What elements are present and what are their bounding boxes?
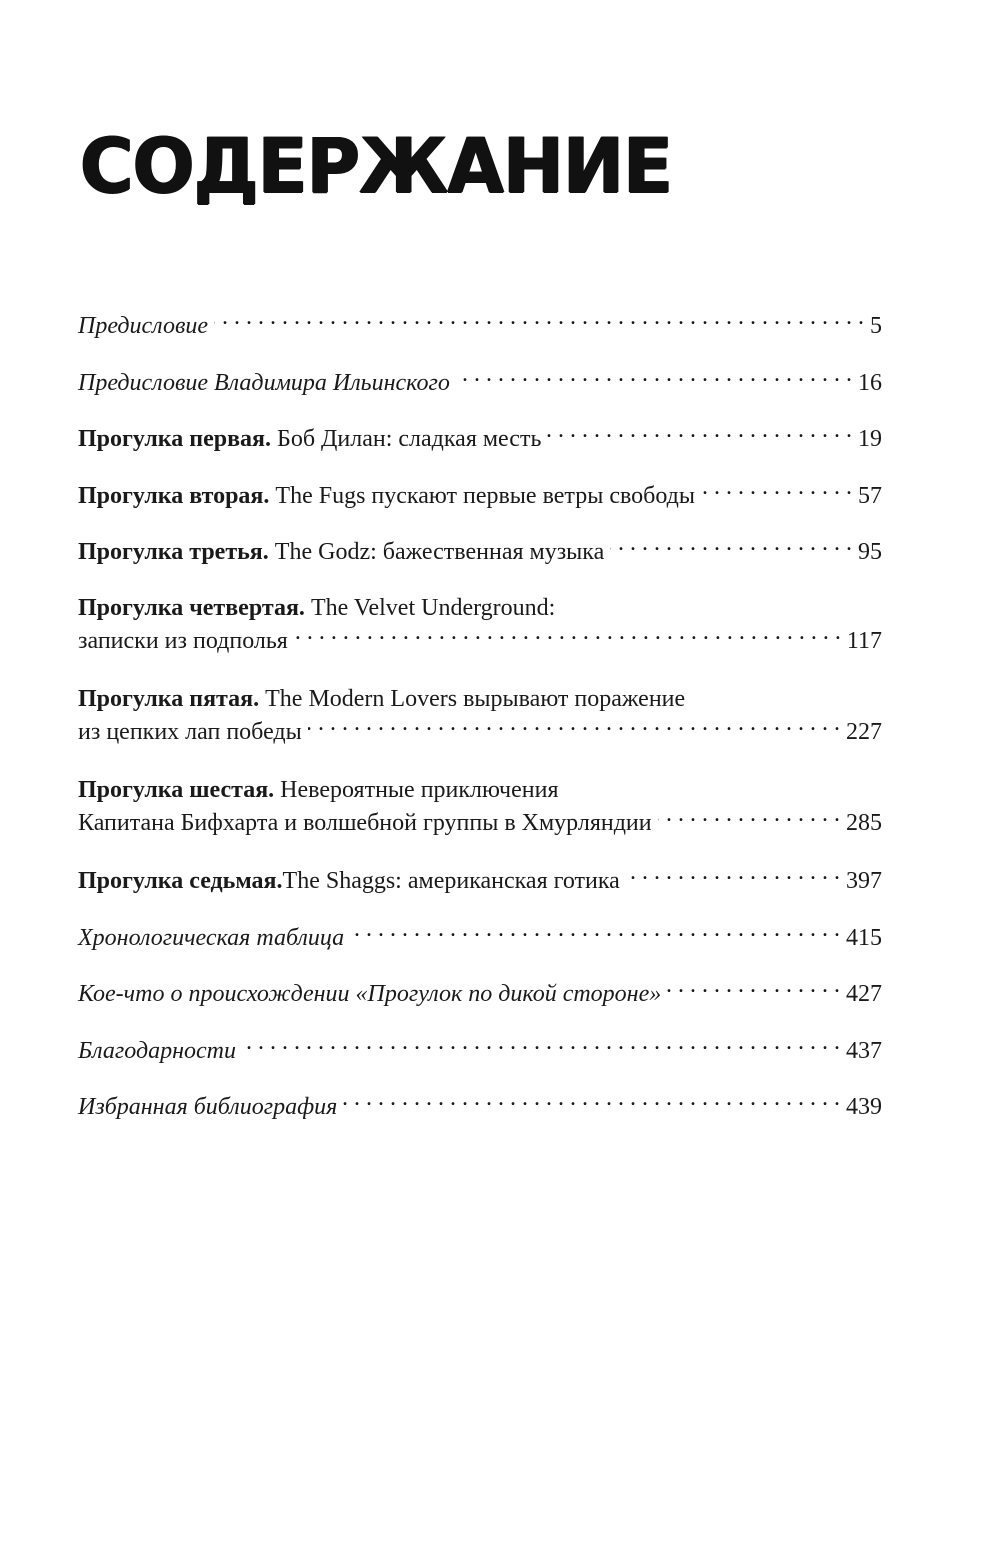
toc-line	[78, 479, 882, 512]
dot-leader	[610, 535, 852, 559]
toc-entry-prefix: Прогулка четвертая.	[78, 595, 305, 621]
toc-line	[78, 977, 882, 1010]
toc-page-number: 427	[846, 981, 882, 1007]
toc-entry-walk-1[interactable]	[78, 422, 882, 455]
toc-line	[78, 864, 882, 897]
toc-entry-walk-6[interactable]	[78, 774, 882, 839]
toc-entry-acknowledgements[interactable]	[78, 1034, 882, 1067]
dot-leader	[456, 366, 852, 390]
toc-entry-title: The Fugs пускают первые ветры свободы	[269, 483, 695, 509]
dot-leader	[294, 624, 841, 648]
toc-page-number: 397	[846, 868, 882, 894]
toc-entry-origin[interactable]	[78, 977, 882, 1010]
toc-line	[78, 715, 882, 748]
toc-entry-title: Предисловие	[78, 313, 209, 339]
toc-page-number: 16	[858, 370, 882, 396]
toc-entry-title: Благодарности	[78, 1038, 236, 1064]
toc-entry-prefix: Прогулка третья.	[78, 539, 269, 565]
toc-line	[78, 366, 882, 399]
toc-entry-walk-4[interactable]	[78, 592, 882, 657]
toc-line	[78, 806, 882, 839]
toc-line	[78, 1034, 882, 1067]
toc-page-number: 117	[846, 628, 882, 654]
toc-page-number: 437	[846, 1038, 882, 1064]
toc-entry-title-line2: записки из подполья	[78, 628, 288, 654]
toc-line	[78, 921, 882, 954]
toc-entry-title: Боб Дилан: сладкая месть	[271, 426, 542, 452]
dot-leader	[343, 1090, 840, 1114]
dot-leader	[626, 864, 840, 888]
toc-entry-title-line1: Невероятные приключения	[274, 777, 559, 803]
toc-page-number: 5	[870, 313, 882, 339]
toc-line	[78, 624, 882, 657]
toc-entry-title: Кое-что о происхождении «Прогулок по дикой стороне»	[78, 981, 662, 1007]
toc-entry-title-line2: Капитана Бифхарта и волшебной группы в Хмурляндии	[78, 810, 652, 836]
dot-leader	[214, 309, 864, 333]
toc-entry-walk-5[interactable]	[78, 683, 882, 748]
page-title: СОДЕРЖАНИЕ	[80, 121, 673, 210]
toc-line	[78, 592, 882, 624]
dot-leader	[547, 422, 852, 446]
toc-entry-title-line2: из цепких лап победы	[78, 719, 302, 745]
toc-line	[78, 309, 882, 342]
toc-entry-title-line1: The Velvet Underground:	[304, 595, 556, 621]
toc-page-number: 57	[858, 483, 882, 509]
dot-leader	[350, 921, 840, 945]
toc-line	[78, 774, 882, 806]
toc-entry-prefix: Прогулка пятая.	[78, 686, 260, 712]
toc-entry-title-line1: The Modern Lovers вырывают поражение	[259, 686, 686, 712]
toc-page-number: 227	[846, 719, 882, 745]
toc-line	[78, 683, 882, 715]
dot-leader	[308, 715, 840, 739]
toc-entry-prefix: Прогулка вторая.	[78, 483, 270, 509]
toc-entry-title: Предисловие Владимира Ильинского	[78, 370, 450, 396]
dot-leader	[242, 1034, 840, 1058]
toc-entry-walk-2[interactable]	[78, 479, 882, 512]
toc-entry-title: The Godz: бажественная музыка	[268, 539, 605, 565]
dot-leader	[658, 806, 840, 830]
toc-entry-title: Хронологическая таблица	[78, 925, 345, 951]
toc-entry-walk-7[interactable]	[78, 864, 882, 897]
toc-page-number: 95	[858, 539, 882, 565]
toc-page-number: 439	[846, 1094, 882, 1120]
toc-entry-title: Избранная библиография	[78, 1094, 338, 1120]
toc-entry-preface[interactable]	[78, 309, 882, 342]
toc-line	[78, 535, 882, 568]
dot-leader	[667, 977, 840, 1001]
toc-entry-prefix: Прогулка седьмая.	[78, 868, 283, 894]
toc-page-number: 19	[858, 426, 882, 452]
dot-leader	[701, 479, 852, 503]
toc-entry-title: The Shaggs: американская готика	[282, 868, 620, 894]
toc-entry-preface-ilyinsky[interactable]	[78, 366, 882, 399]
toc-entry-walk-3[interactable]	[78, 535, 882, 568]
toc-page-number: 415	[846, 925, 882, 951]
toc-line	[78, 422, 882, 455]
toc-line	[78, 1090, 882, 1123]
toc-entry-prefix: Прогулка первая.	[78, 426, 272, 452]
toc-page-number: 285	[846, 810, 882, 836]
toc-entry-prefix: Прогулка шестая.	[78, 777, 275, 803]
toc-entry-bibliography[interactable]	[78, 1090, 882, 1123]
toc-entry-chronology[interactable]	[78, 921, 882, 954]
